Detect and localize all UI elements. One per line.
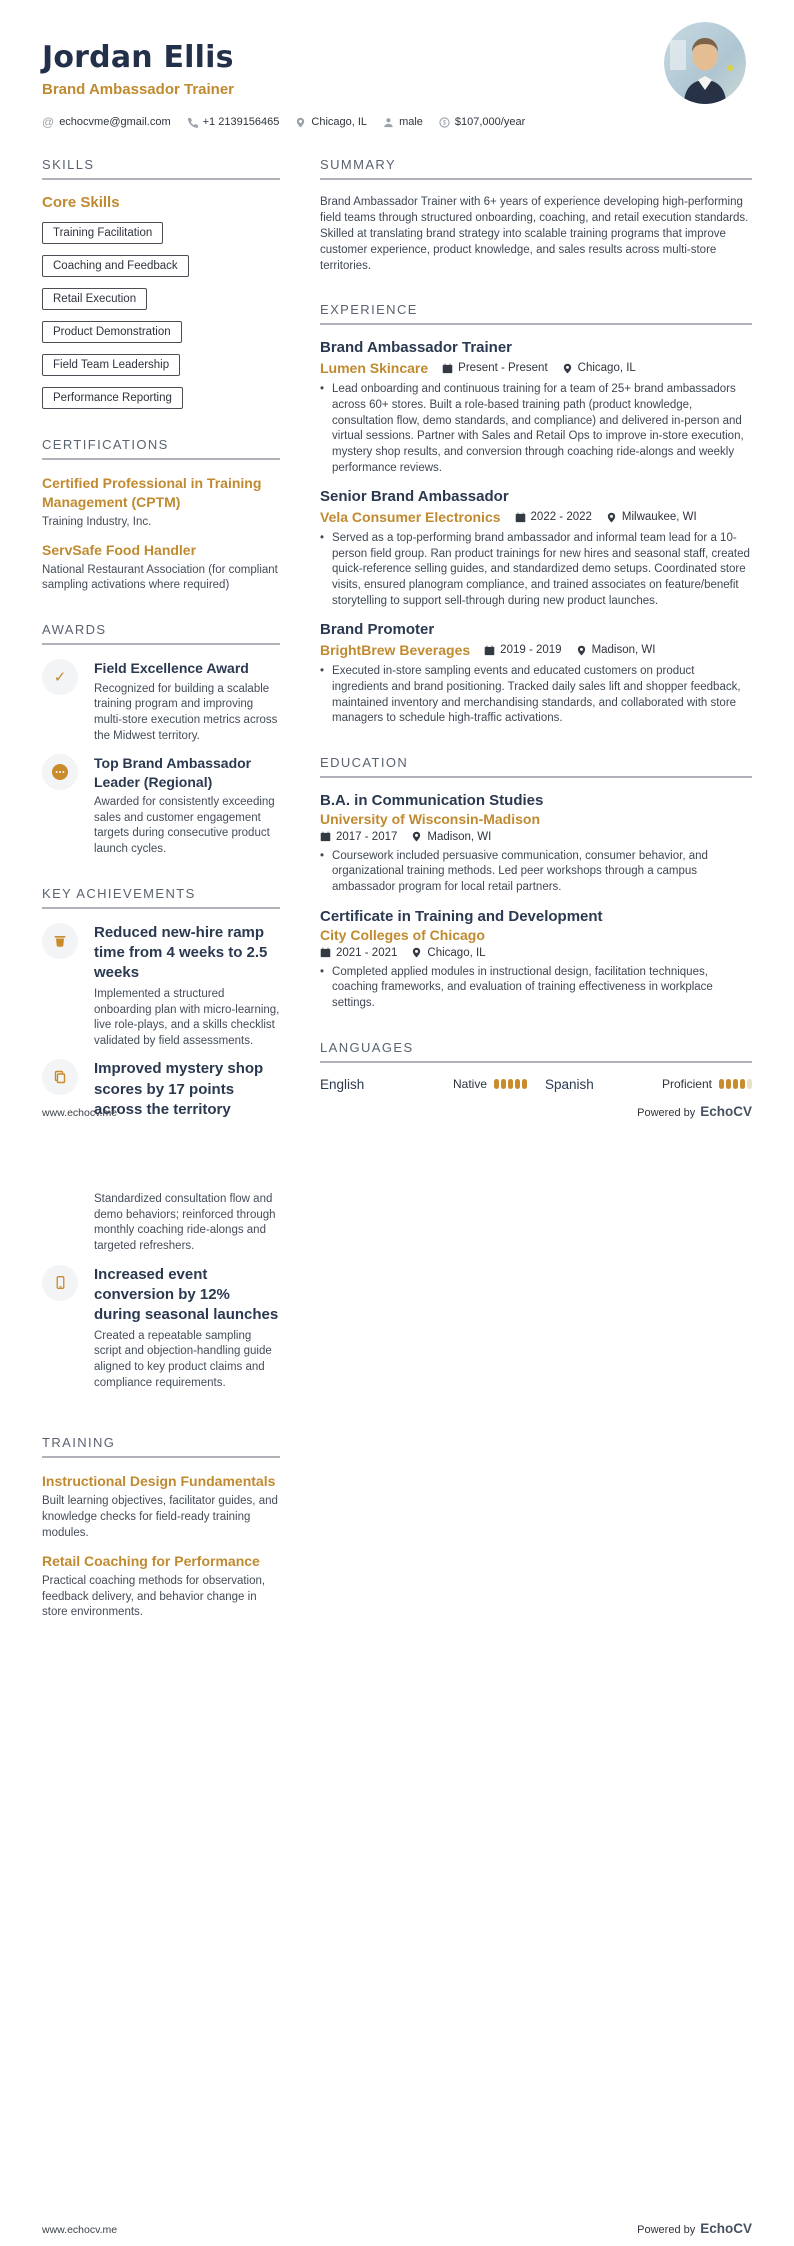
powered-by-prefix: Powered by bbox=[637, 2224, 696, 2236]
education-section bbox=[320, 755, 752, 1012]
education-location bbox=[411, 947, 485, 959]
certification-org: Training Industry, Inc. bbox=[42, 515, 152, 528]
experience-location bbox=[576, 644, 656, 656]
calendar-icon bbox=[484, 645, 495, 656]
education-location bbox=[411, 831, 491, 843]
award-title: Top Brand Ambassador Leader (Regional) bbox=[94, 755, 252, 790]
person-name: Jordan Ellis bbox=[42, 40, 234, 75]
bullet-dot: • bbox=[320, 532, 325, 545]
experience-bullet: Served as a top-performing brand ambassador and informal team lead for a 10-person field group. Ran product trainings for new hires and seasonal staff, created quick-reference selling guides, and standardized demo setups. Coordinated store visits, ensured planogram compliance, and trained associates on feature/benefit storytelling to support sell-through during new product launches. bbox=[332, 532, 750, 607]
powered-by bbox=[637, 1104, 752, 1119]
contact-gender bbox=[383, 116, 423, 128]
person-job-title: Brand Ambassador Trainer bbox=[42, 81, 235, 98]
website-link[interactable]: www.echocv.me bbox=[42, 2224, 118, 2236]
echocv-brand-link[interactable]: EchoCV bbox=[700, 1104, 752, 1119]
experience-item bbox=[320, 488, 752, 609]
training-title: Instructional Design Fundamentals bbox=[42, 1473, 276, 1490]
language-level: Native bbox=[452, 1077, 487, 1092]
contact-salary-text: $107,000/year bbox=[454, 116, 526, 128]
achievement-item bbox=[42, 1265, 280, 1392]
award-title: Field Excellence Award bbox=[94, 660, 249, 677]
svg-text:$: $ bbox=[442, 119, 447, 127]
experience-company: BrightBrew Beverages bbox=[320, 642, 471, 659]
contact-phone-text: +1 2139156465 bbox=[202, 116, 280, 128]
salary-icon bbox=[439, 117, 450, 128]
left-column bbox=[42, 157, 280, 1152]
bullet-dot: • bbox=[320, 965, 325, 978]
training-section bbox=[42, 1435, 280, 1621]
location-pin-icon bbox=[411, 947, 422, 958]
experience-location bbox=[606, 511, 697, 523]
experience-dates-text: 2022 - 2022 bbox=[530, 511, 592, 524]
experience-dates bbox=[515, 511, 592, 523]
education-location-text: Chicago, IL bbox=[427, 946, 486, 959]
skill-chip: Retail Execution bbox=[42, 288, 147, 310]
left-column-continued bbox=[42, 1192, 280, 1649]
skill-chip: Coaching and Feedback bbox=[42, 255, 189, 277]
contact-salary bbox=[439, 116, 525, 128]
language-name: Spanish bbox=[545, 1076, 594, 1092]
certification-title: ServSafe Food Handler bbox=[42, 541, 197, 558]
location-pin-icon bbox=[295, 117, 306, 128]
key-achievements-section bbox=[42, 886, 280, 1124]
experience-location-text: Milwaukee, WI bbox=[621, 511, 697, 524]
education-heading: EDUCATION bbox=[320, 755, 752, 778]
language-proficiency-dots bbox=[494, 1079, 527, 1089]
education-item bbox=[320, 908, 752, 1012]
page-2 bbox=[0, 1123, 794, 2246]
experience-dates bbox=[484, 644, 561, 656]
contact-email-text: echocvme@gmail.com bbox=[59, 116, 171, 128]
contact-location-text: Chicago, IL bbox=[311, 116, 368, 128]
calendar-icon bbox=[442, 363, 453, 374]
skill-chip: Training Facilitation bbox=[42, 222, 163, 244]
education-dates-text: 2021 - 2021 bbox=[336, 946, 398, 959]
certifications-heading: CERTIFICATIONS bbox=[42, 437, 280, 460]
languages-heading: LANGUAGES bbox=[320, 1040, 752, 1063]
contact-phone[interactable] bbox=[187, 116, 280, 128]
training-title: Retail Coaching for Performance bbox=[42, 1552, 260, 1569]
phone-icon bbox=[187, 117, 198, 128]
education-location-text: Madison, WI bbox=[427, 830, 492, 843]
training-item bbox=[42, 1552, 280, 1621]
education-degree: Certificate in Training and Development bbox=[320, 907, 603, 925]
training-heading: TRAINING bbox=[42, 1435, 280, 1458]
location-pin-icon bbox=[576, 645, 587, 656]
experience-item bbox=[320, 339, 752, 476]
education-school: University of Wisconsin-Madison bbox=[320, 810, 541, 827]
skills-group-title: Core Skills bbox=[42, 194, 120, 211]
education-school: City Colleges of Chicago bbox=[320, 926, 485, 943]
education-degree: B.A. in Communication Studies bbox=[320, 791, 544, 809]
achievement-title: Increased event conversion by 12% during seasonal launches bbox=[94, 1265, 279, 1323]
contact-row bbox=[42, 115, 644, 129]
profile-photo bbox=[664, 22, 746, 104]
skills-heading: SKILLS bbox=[42, 157, 280, 180]
contact-location bbox=[295, 116, 367, 128]
experience-company: Lumen Skincare bbox=[320, 360, 429, 377]
skills-section bbox=[42, 157, 280, 409]
experience-section bbox=[320, 302, 752, 726]
achievement-description-continued: Standardized consultation flow and demo behaviors; reinforced through monthly coaching ride-alongs and targeted refreshers. bbox=[94, 1193, 276, 1252]
location-pin-icon bbox=[411, 831, 422, 842]
certifications-section bbox=[42, 437, 280, 594]
bullet-dot: • bbox=[320, 383, 325, 396]
language-item bbox=[545, 1077, 752, 1092]
location-pin-icon bbox=[562, 363, 573, 374]
experience-location-text: Madison, WI bbox=[591, 644, 656, 657]
award-description: Recognized for building a scalable training program and improving multi-store execution metrics across the Midwest territory. bbox=[94, 682, 278, 742]
calendar-icon bbox=[515, 512, 526, 523]
language-proficiency-dots bbox=[719, 1079, 752, 1089]
person-icon bbox=[383, 117, 394, 128]
language-level: Proficient bbox=[661, 1077, 712, 1092]
experience-job-title: Brand Ambassador Trainer bbox=[320, 339, 513, 357]
training-description: Built learning objectives, facilitator guides, and knowledge checks for field-ready training modules. bbox=[42, 1495, 278, 1539]
training-item bbox=[42, 1472, 280, 1541]
achievement-description: Created a repeatable sampling script and objection-handling guide aligned to key product claims and compliance requirements. bbox=[94, 1329, 272, 1389]
experience-bullet: Executed in-store sampling events and educated customers on product ingredients and brand positioning. Tracked daily sales lift and shopper feedback, maintained inventory and merchandising standards, and collaborated with store managers to schedule high-traffic activations. bbox=[332, 665, 741, 725]
awards-section bbox=[42, 622, 280, 857]
copy-icon bbox=[42, 1059, 78, 1095]
language-name: English bbox=[320, 1076, 365, 1092]
location-pin-icon bbox=[606, 512, 617, 523]
education-bullet: Coursework included persuasive communication, consumer behavior, and organizational training methods. Led peer workshops through a campus ambassador program for local retail partners. bbox=[332, 849, 708, 894]
skill-chip: Product Demonstration bbox=[42, 321, 182, 343]
award-description: Awarded for consistently exceeding sales and customer engagement targets during consecutive product launch cycles. bbox=[94, 796, 275, 856]
page-footer bbox=[42, 2221, 752, 2236]
header bbox=[42, 40, 644, 129]
right-column bbox=[320, 157, 752, 1120]
achievement-title: Reduced new-hire ramp time from 4 weeks to 2.5 weeks bbox=[94, 923, 268, 981]
key-achievements-heading: KEY ACHIEVEMENTS bbox=[42, 886, 280, 909]
powered-by-prefix: Powered by bbox=[637, 1107, 696, 1119]
summary-section bbox=[320, 157, 752, 274]
check-icon: ✓ bbox=[42, 659, 78, 695]
award-item bbox=[42, 754, 280, 857]
achievement-item bbox=[42, 923, 280, 1050]
summary-text: Brand Ambassador Trainer with 6+ years of experience developing high-performing field teams through structured onboarding, coaching, and retail execution standards. Skilled at translating brand strategy into scalable training programs that improve customer experience, product knowledge, and sales results across multi-store territories. bbox=[320, 196, 749, 273]
contact-email[interactable] bbox=[42, 115, 171, 129]
contact-gender-text: male bbox=[399, 116, 423, 128]
summary-heading: SUMMARY bbox=[320, 157, 752, 180]
trash-x-icon bbox=[42, 923, 78, 959]
page-footer bbox=[42, 1104, 752, 1119]
experience-job-title: Brand Promoter bbox=[320, 621, 435, 639]
echocv-brand-link[interactable]: EchoCV bbox=[700, 2221, 752, 2236]
awards-heading: AWARDS bbox=[42, 622, 280, 645]
bullet-dot: • bbox=[320, 849, 325, 862]
experience-dates bbox=[442, 362, 547, 374]
calendar-icon bbox=[320, 831, 331, 842]
education-dates bbox=[320, 831, 397, 843]
experience-company: Vela Consumer Electronics bbox=[320, 509, 501, 526]
experience-dates-text: 2019 - 2019 bbox=[500, 644, 562, 657]
education-dates-text: 2017 - 2017 bbox=[336, 830, 398, 843]
experience-dates-text: Present - Present bbox=[458, 362, 548, 375]
achievement-title: Improved mystery shop scores by 17 points across the territory bbox=[94, 1060, 264, 1118]
website-link[interactable]: www.echocv.me bbox=[42, 1107, 118, 1119]
skill-chip: Field Team Leadership bbox=[42, 354, 180, 376]
experience-location bbox=[562, 362, 636, 374]
training-description: Practical coaching methods for observation, feedback delivery, and behavior change in store environments. bbox=[42, 1574, 266, 1619]
medal-icon bbox=[42, 754, 78, 790]
bullet-dot: • bbox=[320, 665, 325, 678]
powered-by bbox=[637, 2221, 752, 2236]
education-item bbox=[320, 792, 752, 896]
education-bullet: Completed applied modules in instructional design, facilitation techniques, coaching frameworks, and evaluation of training effectiveness in workplace settings. bbox=[332, 965, 713, 1009]
education-dates bbox=[320, 947, 397, 959]
experience-item bbox=[320, 621, 752, 727]
achievement-description: Implemented a structured onboarding plan with micro-learning, live role-plays, and a skills checklist validated by field assessments. bbox=[94, 987, 280, 1047]
experience-job-title: Senior Brand Ambassador bbox=[320, 488, 509, 506]
calendar-icon bbox=[320, 947, 331, 958]
skill-chip: Performance Reporting bbox=[42, 387, 183, 409]
experience-heading: EXPERIENCE bbox=[320, 302, 752, 325]
certification-title: Certified Professional in Training Management (CPTM) bbox=[42, 475, 262, 510]
experience-location-text: Chicago, IL bbox=[577, 362, 636, 375]
languages-section bbox=[320, 1040, 752, 1092]
smartphone-icon bbox=[42, 1265, 78, 1301]
email-at-icon: @ bbox=[42, 115, 55, 129]
certification-item bbox=[42, 541, 280, 595]
experience-bullet: Lead onboarding and continuous training for a team of 25+ brand ambassadors across 60+ stores. Built a role-based training path (product knowledge, consultation flow, demo standards, and compliance) and delivered in-person and virtual sessions. Partner with Sales and Retail Ops to improve in-store execution, mystery shop results, and conversion through coaching ride-alongs and weekly performance reviews. bbox=[332, 383, 744, 474]
certification-item bbox=[42, 474, 280, 531]
certification-org: National Restaurant Association (for compliant sampling activations where required) bbox=[42, 563, 278, 592]
language-item bbox=[320, 1077, 527, 1092]
award-item bbox=[42, 659, 280, 744]
